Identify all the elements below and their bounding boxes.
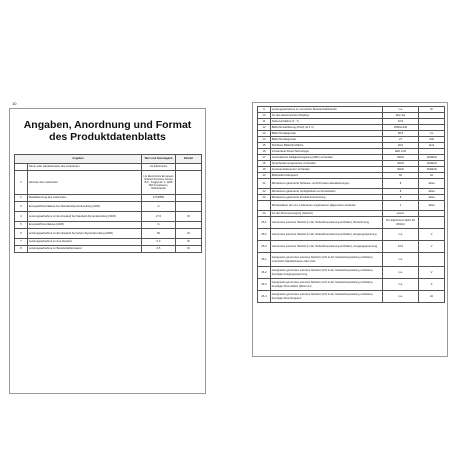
row-label: Geeignetes genormtes externes Netzteil (nicht in der Verkaufsverpackung enthalten), benötigte Stromfrequenz [271, 291, 383, 303]
row-value: LG Electronics European Shared Services Center B.V., Krijgsman 1, 1186 DM Amstelveen, Netherlands [142, 171, 176, 195]
row-number: 22 [258, 189, 271, 195]
row-unit [419, 253, 445, 267]
row-unit: W [419, 107, 445, 113]
row-number: 26.3 [258, 279, 271, 291]
row-unit: W [176, 239, 202, 246]
row-unit: Hz [419, 291, 445, 303]
row-label: Verwendete Panel-Technologie [271, 149, 383, 155]
row-label: Bildwiederholfrequenz [271, 173, 383, 179]
row-number: 20 [258, 173, 271, 179]
row-number: 7 [15, 239, 28, 246]
row-value: n.a. [383, 107, 419, 113]
table-row [15, 202, 202, 212]
row-value: Mon.ike [383, 113, 419, 119]
row-number: 26.2 [258, 267, 271, 279]
row-number: 23 [258, 195, 271, 201]
table-row [15, 195, 202, 202]
row-unit: W [176, 212, 202, 222]
header-wert: Wert und Genauigkeit [142, 155, 176, 164]
row-label: Leistungsaufnahme im Aus-Zustand [28, 239, 142, 246]
row-number: 21 [258, 179, 271, 189]
table-row [258, 241, 445, 253]
row-label: Leistungsaufnahme im Ein-Zustand bei hohem Dynamikumfang (HDR) [28, 229, 142, 239]
table-row [258, 179, 445, 189]
row-label: Genormtes externes Netzteil (in der Verkaufsverpackung enthalten), Eingangsspannung [271, 229, 383, 241]
row-value: 1 [383, 201, 419, 211]
row-number: 9 [258, 107, 271, 113]
row-value: n.a. [383, 267, 419, 279]
row-label: Leistungsaufnahme im Ein-Zustand bei Standard-Dynamikumfang (SDR) [28, 212, 142, 222]
row-number: 1 [15, 171, 28, 195]
row-label: Spracherkennungssensor vorhanden [271, 161, 383, 167]
table-row [15, 246, 202, 253]
row-number: 24 [258, 211, 271, 217]
row-number: 25.3 [258, 241, 271, 253]
row-number: 25.1 [258, 217, 271, 229]
row-label: Bildschirmdiagonale [271, 131, 383, 137]
row-value: n.a. [383, 279, 419, 291]
row-number: 26.1 [258, 253, 271, 267]
table-row [258, 267, 445, 279]
row-unit: W [176, 229, 202, 239]
row-unit [176, 171, 202, 195]
table-row [15, 229, 202, 239]
row-unit: W [176, 246, 202, 253]
row-value: 27.0 [142, 212, 176, 222]
row-value: 27GP850 [142, 195, 176, 202]
row-unit [419, 217, 445, 229]
row-number: 3 [15, 202, 28, 212]
row-number [15, 164, 28, 171]
row-value: 8 [383, 195, 419, 201]
row-unit: Jahre [419, 201, 445, 211]
row-unit: JA/NEIN [419, 155, 445, 161]
row-number: 2 [15, 195, 28, 202]
row-label: Art der Stromversorgung (Netzteil) [271, 211, 383, 217]
table-row [258, 229, 445, 241]
row-value: 60 [383, 173, 419, 179]
row-unit: A [419, 279, 445, 291]
row-label: Energieeffizienzklasse bei Standard-Dynamikumfang (SDR) [28, 202, 142, 212]
row-label: Name oder Handelsmarke des Lieferanten [28, 164, 142, 171]
table-row [15, 164, 202, 171]
row-label: Mindestens garantierte Software- und Firmware-Aktualisierungen [271, 179, 383, 189]
row-value: 16:9 [383, 119, 419, 125]
row-value: 19.0 [383, 241, 419, 253]
row-unit: Jahre [419, 179, 445, 189]
right-datasheet-panel [252, 102, 448, 357]
row-unit: Hz [419, 173, 445, 179]
row-unit: V [419, 229, 445, 241]
row-unit [176, 164, 202, 171]
row-value: NEIN [383, 167, 419, 173]
row-number: 8 [15, 246, 28, 253]
row-label: Geeignetes genormtes externes Netzteil (nicht in der Verkaufsverpackung enthalten), unterstützt Standardname oder Liste [271, 253, 383, 267]
row-label: Adresse des Lieferanten [28, 171, 142, 195]
row-number: 25.2 [258, 229, 271, 241]
row-number: 11 [258, 119, 271, 125]
row-value: 68.6 [383, 131, 419, 137]
row-label: Bildschirmauflösung (Pixel) (H X V) [271, 125, 383, 131]
table-row [258, 279, 445, 291]
row-number: 10 [258, 113, 271, 119]
row-value: 8 [383, 179, 419, 189]
row-label: Seitenverhältnis (X : Y) [271, 119, 383, 125]
header-einheit: Einheit [176, 155, 202, 164]
row-number [258, 201, 271, 211]
table-row [258, 253, 445, 267]
row-unit [176, 202, 202, 212]
row-number: 6 [15, 229, 28, 239]
row-value: LED LCD [383, 149, 419, 155]
row-value: NEIN [383, 155, 419, 161]
row-number: 5 [15, 222, 28, 229]
row-value: G [142, 222, 176, 229]
row-number: 26.4 [258, 291, 271, 303]
left-datasheet-panel [9, 108, 206, 394]
document-title: Angaben, Anordnung und Format des Produktdatenblatts [23, 119, 192, 143]
row-value: n.a. [383, 229, 419, 241]
page-number: 10 [12, 101, 17, 106]
row-label: Genormtes externes Netzteil (in der Verkaufsverpackung enthalten), Ausgangsspannung [271, 241, 383, 253]
row-value: NEIN [383, 161, 419, 167]
row-unit: JA/NEIN [419, 161, 445, 167]
row-label: Art des elektronischen Displays [271, 113, 383, 119]
table-row [15, 212, 202, 222]
row-value: n.a. [383, 291, 419, 303]
row-value: DC adjustment (EAU 62 2004A) [383, 217, 419, 229]
header-angaben: Angaben [15, 155, 142, 164]
row-unit: Jahre [419, 189, 445, 195]
row-number: 12 [258, 125, 271, 131]
row-label: Genormtes externes Netzteil (in der Verkaufsverpackung enthalten), Bezeichnung [271, 217, 383, 229]
row-number: 18 [258, 161, 271, 167]
table-row [15, 171, 202, 195]
row-number: 17 [258, 155, 271, 161]
row-label: Sichtbare Bildschirmfläche [271, 143, 383, 149]
row-label: Mindestens garantierte Produktunterstützung [271, 195, 383, 201]
row-unit: Zoll [419, 137, 445, 143]
row-label: Mindestdauer der vom Lieferanten angebotenen allgemeinen Garantie [271, 201, 383, 211]
row-unit [176, 222, 202, 229]
row-label: Mindestens garantierte Verfügbarkeit von Ersatzteilen [271, 189, 383, 195]
row-label: Leistungsaufnahme im Bereitschaftszustand [28, 246, 142, 253]
table-row [258, 217, 445, 229]
row-value: 2560x1440 [383, 125, 419, 131]
row-number: 13 [258, 131, 271, 137]
row-label: Anwesenheitssensor vorhanden [271, 167, 383, 173]
left-data-table [14, 154, 202, 253]
row-label: Geeignetes genormtes externes Netzteil (nicht in der Verkaufsverpackung enthalten), benötigte Ausgangsspannung [271, 267, 383, 279]
row-unit: V [419, 241, 445, 253]
table-row [258, 201, 445, 211]
row-unit [176, 195, 202, 202]
table-header-row [15, 155, 202, 164]
row-unit: dm2 [419, 143, 445, 149]
row-value: 50 [142, 229, 176, 239]
row-unit: cm [419, 131, 445, 137]
row-label: Energieeffizienzklasse (HDR) [28, 222, 142, 229]
row-number: 4 [15, 212, 28, 222]
row-number: 16 [258, 149, 271, 155]
row-number: 14 [258, 137, 271, 143]
row-value: 27 [383, 137, 419, 143]
row-label: Modellkennung des Lieferanten [28, 195, 142, 202]
row-number: 15 [258, 143, 271, 149]
row-value: 8 [383, 189, 419, 195]
row-label: Bildschirmdiagonale [271, 137, 383, 143]
row-value: n.a. [383, 253, 419, 267]
table-row [258, 291, 445, 303]
row-value: G [142, 202, 176, 212]
table-row [15, 222, 202, 229]
right-data-table [257, 106, 445, 303]
row-value: 0.5 [142, 246, 176, 253]
row-label: Geeignetes genormtes externes Netzteil (nicht in der Verkaufsverpackung enthalten), benötigte Stromstärke (Minimum) [271, 279, 383, 291]
row-label: Automatische Helligkeitsregelung (ABC) vorhanden [271, 155, 383, 161]
row-label: Leistungsaufnahme im vernetzten Bereitschaftsbetrieb [271, 107, 383, 113]
row-number: 19 [258, 167, 271, 173]
row-value: LG Electronics [142, 164, 176, 171]
row-unit: V [419, 267, 445, 279]
table-row [15, 239, 202, 246]
row-value: 0.3 [142, 239, 176, 246]
row-unit: Jahre [419, 195, 445, 201]
row-unit: JA/NEIN [419, 167, 445, 173]
row-value: extern [383, 211, 419, 217]
row-value: 20.0 [383, 143, 419, 149]
